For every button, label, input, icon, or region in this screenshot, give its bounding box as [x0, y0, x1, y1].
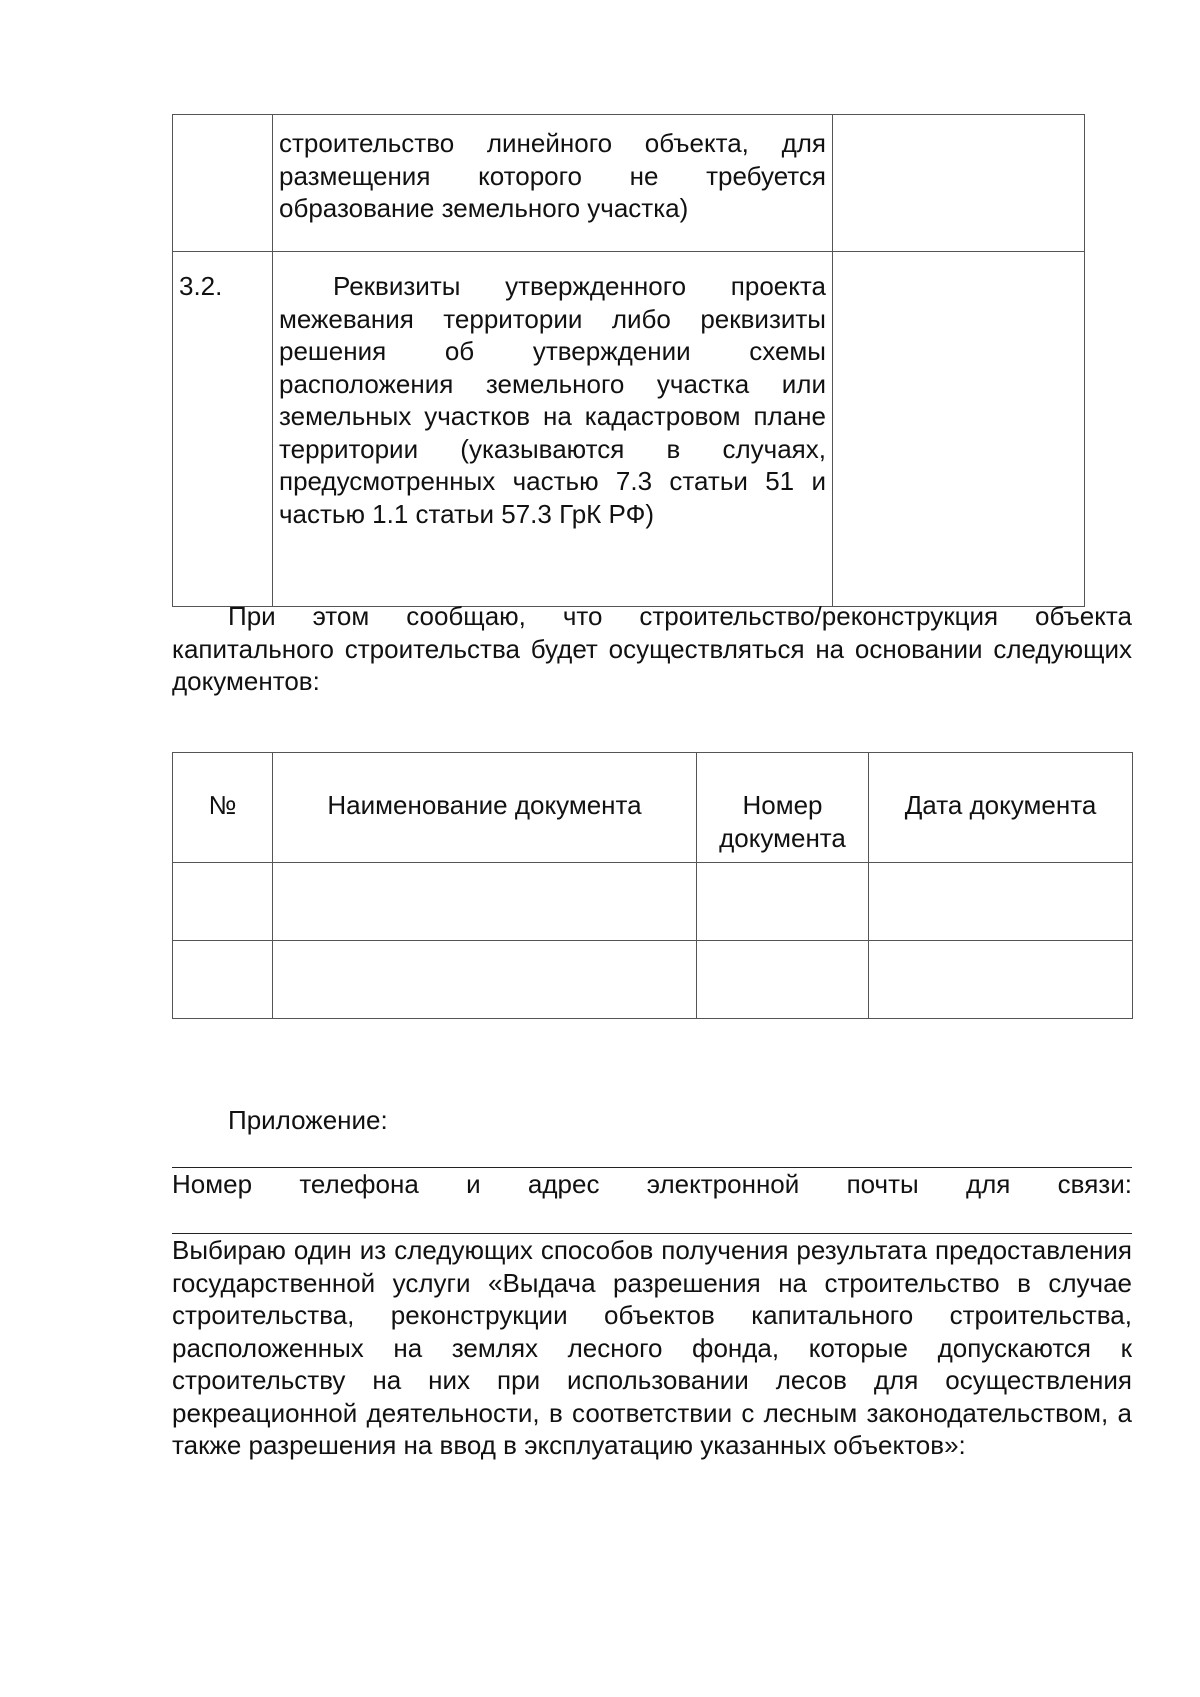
table-row	[173, 941, 1133, 1019]
row-description-cell: строительство линейного объекта, для размещения которого не требуется образование земельного участка)	[273, 115, 833, 252]
contact-word: почты	[846, 1169, 919, 1199]
header-document-name: Наименование документа	[273, 753, 697, 863]
basis-paragraph: При этом сообщаю, что строительство/реконструкция объекта капитального строительства будет осуществляться на основании следующих документов:	[172, 601, 1132, 696]
contact-word: связи:	[1057, 1169, 1132, 1199]
row-description-cell	[273, 252, 833, 607]
cell-document-name[interactable]	[273, 863, 697, 941]
documents-table	[172, 752, 1133, 1019]
cell-document-number[interactable]	[697, 941, 869, 1019]
result-method-paragraph: Выбираю один из следующих способов получения результата предоставления государственной услуги «Выдача разрешения на строительство в случае строительства, реконструкции объектов капитального строительства, расположенных на землях лесного фонда, которые допускаются к строительству на них при использовании лесов для осуществления рекреационной деятельности, в соответствии с лесным законодательством, а также разрешения на ввод в эксплуатацию указанных объектов»:	[172, 1235, 1132, 1460]
header-document-number: Номер документа	[697, 753, 869, 863]
contact-word: адрес	[527, 1169, 600, 1199]
header-document-date: Дата документа	[869, 753, 1133, 863]
table-row	[173, 863, 1133, 941]
cell-document-number[interactable]	[697, 863, 869, 941]
attachment-label: Приложение:	[228, 1105, 388, 1135]
header-number: №	[173, 753, 273, 863]
contact-label	[172, 1168, 1132, 1201]
contact-word: электронной	[646, 1169, 800, 1199]
contact-word: телефона	[299, 1169, 419, 1199]
table-row	[173, 115, 1085, 252]
row-number-cell: 3.2.	[173, 252, 273, 607]
row-value-cell[interactable]	[833, 115, 1085, 252]
contact-word: и	[466, 1169, 481, 1199]
documents-table-header	[173, 753, 1133, 863]
cell-document-date[interactable]	[869, 941, 1133, 1019]
cell-document-name[interactable]	[273, 941, 697, 1019]
contact-word: Номер	[172, 1169, 253, 1199]
row-value-cell[interactable]	[833, 252, 1085, 607]
cell-document-date[interactable]	[869, 863, 1133, 941]
row-number-cell	[173, 115, 273, 252]
contact-word: для	[965, 1169, 1011, 1199]
cell-number[interactable]	[173, 941, 273, 1019]
application-details-table	[172, 114, 1085, 607]
row-description-text: Реквизиты утвержденного проекта межевания территории либо реквизиты решения об утверждении схемы расположения земельного участка или земельных участков на кадастровом плане территории (указываются в случаях, предусмотренных частью 7.3 статьи 51 и частью 1.1 статьи 57.3 ГрК РФ)	[279, 271, 826, 529]
table-row	[173, 252, 1085, 607]
cell-number[interactable]	[173, 863, 273, 941]
